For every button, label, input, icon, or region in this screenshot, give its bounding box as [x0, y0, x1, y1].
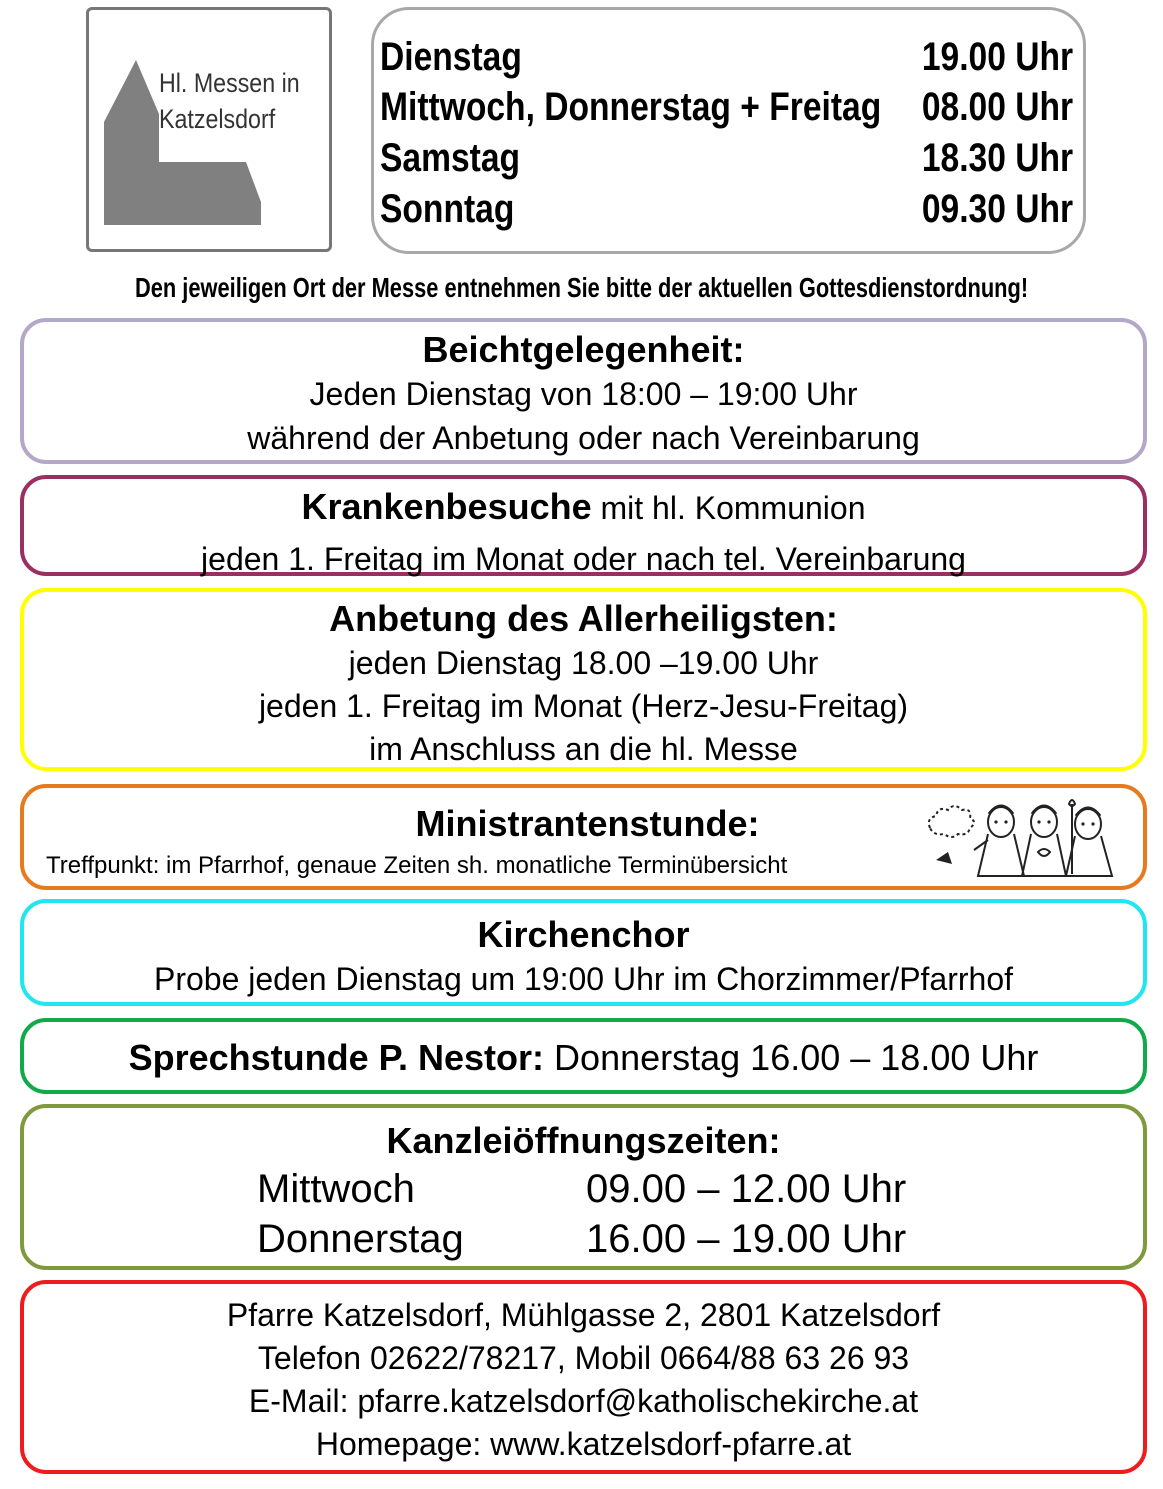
- mass-day: Samstag: [380, 136, 521, 180]
- altar-servers-text: Treffpunkt: im Pfarrhof, genaue Zeiten sh. monatliche Terminübersicht: [46, 852, 788, 879]
- sick-visits-title-suffix: mit hl. Kommunion: [591, 490, 866, 526]
- parish-office-row: [24, 1214, 1143, 1264]
- altar-servers-title: Ministrantenstunde:: [415, 803, 760, 844]
- parish-office-day: Donnerstag: [257, 1217, 464, 1261]
- contact-phone: Telefon 02622/78217, Mobil 0664/88 63 26 93: [257, 1340, 910, 1376]
- confession-box: [20, 318, 1147, 464]
- logo-caption: [159, 65, 300, 137]
- logo-line-2: Katzelsdorf: [159, 104, 276, 134]
- adoration-title: Anbetung des Allerheiligsten:: [329, 598, 838, 639]
- mass-day: Mittwoch, Donnerstag + Freitag: [380, 85, 882, 129]
- adoration-line-2: jeden 1. Freitag im Monat (Herz-Jesu-Freitag): [258, 688, 909, 724]
- mass-times-box: [371, 7, 1086, 254]
- adoration-line-3: im Anschluss an die hl. Messe: [369, 731, 798, 767]
- parish-office-time: 09.00 – 12.00 Uhr: [586, 1167, 907, 1211]
- church-choir-title: Kirchenchor: [477, 914, 690, 955]
- church-choir-box: [20, 899, 1147, 1006]
- contact-homepage[interactable]: Homepage: www.katzelsdorf-pfarre.at: [315, 1426, 852, 1462]
- sick-visits-box: [20, 475, 1147, 576]
- office-hours-priest-text: Donnerstag 16.00 – 18.00 Uhr: [544, 1037, 1039, 1078]
- office-hours-priest-box: [20, 1018, 1147, 1094]
- office-hours-priest-line: [24, 1022, 1143, 1094]
- location-notice: [0, 270, 1163, 306]
- parish-office-row: [24, 1164, 1143, 1214]
- contact-box: [20, 1280, 1147, 1474]
- mass-time: 19.00 Uhr: [921, 35, 1073, 79]
- mass-row: [380, 82, 1073, 132]
- confession-line-2: während der Anbetung oder nach Vereinbarung: [247, 420, 920, 456]
- parish-office-day: Mittwoch: [257, 1167, 415, 1211]
- mass-time: 08.00 Uhr: [921, 85, 1073, 129]
- contact-address: Pfarre Katzelsdorf, Mühlgasse 2, 2801 Katzelsdorf: [226, 1297, 941, 1333]
- mass-time: 18.30 Uhr: [921, 136, 1073, 180]
- confession-title: Beichtgelegenheit:: [422, 329, 745, 370]
- parish-office-title: Kanzleiöffnungszeiten:: [386, 1120, 781, 1161]
- parish-office-hours-box: [20, 1104, 1147, 1270]
- altar-servers-illustration: [926, 794, 1121, 882]
- adoration-line-1: jeden Dienstag 18.00 –19.00 Uhr: [348, 645, 819, 681]
- logo-line-1: Hl. Messen in: [159, 68, 300, 98]
- mass-row: [380, 184, 1073, 234]
- contact-email[interactable]: E-Mail: pfarre.katzelsdorf@katholischekirche.at: [248, 1383, 919, 1419]
- sick-visits-title: Krankenbesuche: [301, 486, 592, 527]
- office-hours-priest-title: Sprechstunde P. Nestor:: [128, 1037, 545, 1078]
- mass-time: 09.30 Uhr: [921, 187, 1073, 231]
- confession-line-1: Jeden Dienstag von 18:00 – 19:00 Uhr: [309, 376, 858, 412]
- mass-day: Sonntag: [380, 187, 515, 231]
- church-choir-text: Probe jeden Dienstag um 19:00 Uhr im Chorzimmer/Pfarrhof: [153, 961, 1014, 997]
- sick-visits-line: jeden 1. Freitag im Monat oder nach tel. Vereinbarung: [201, 541, 966, 577]
- church-logo: [86, 7, 332, 252]
- mass-row: [380, 32, 1073, 82]
- location-notice-text: Den jeweiligen Ort der Messe entnehmen Sie bitte der aktuellen Gottesdienstordnung!: [134, 272, 1029, 303]
- mass-day: Dienstag: [380, 35, 522, 79]
- mass-row: [380, 133, 1073, 183]
- sick-visits-heading: [24, 479, 1143, 537]
- parish-office-time: 16.00 – 19.00 Uhr: [586, 1217, 907, 1261]
- altar-servers-box: [20, 784, 1147, 890]
- adoration-box: [20, 588, 1147, 771]
